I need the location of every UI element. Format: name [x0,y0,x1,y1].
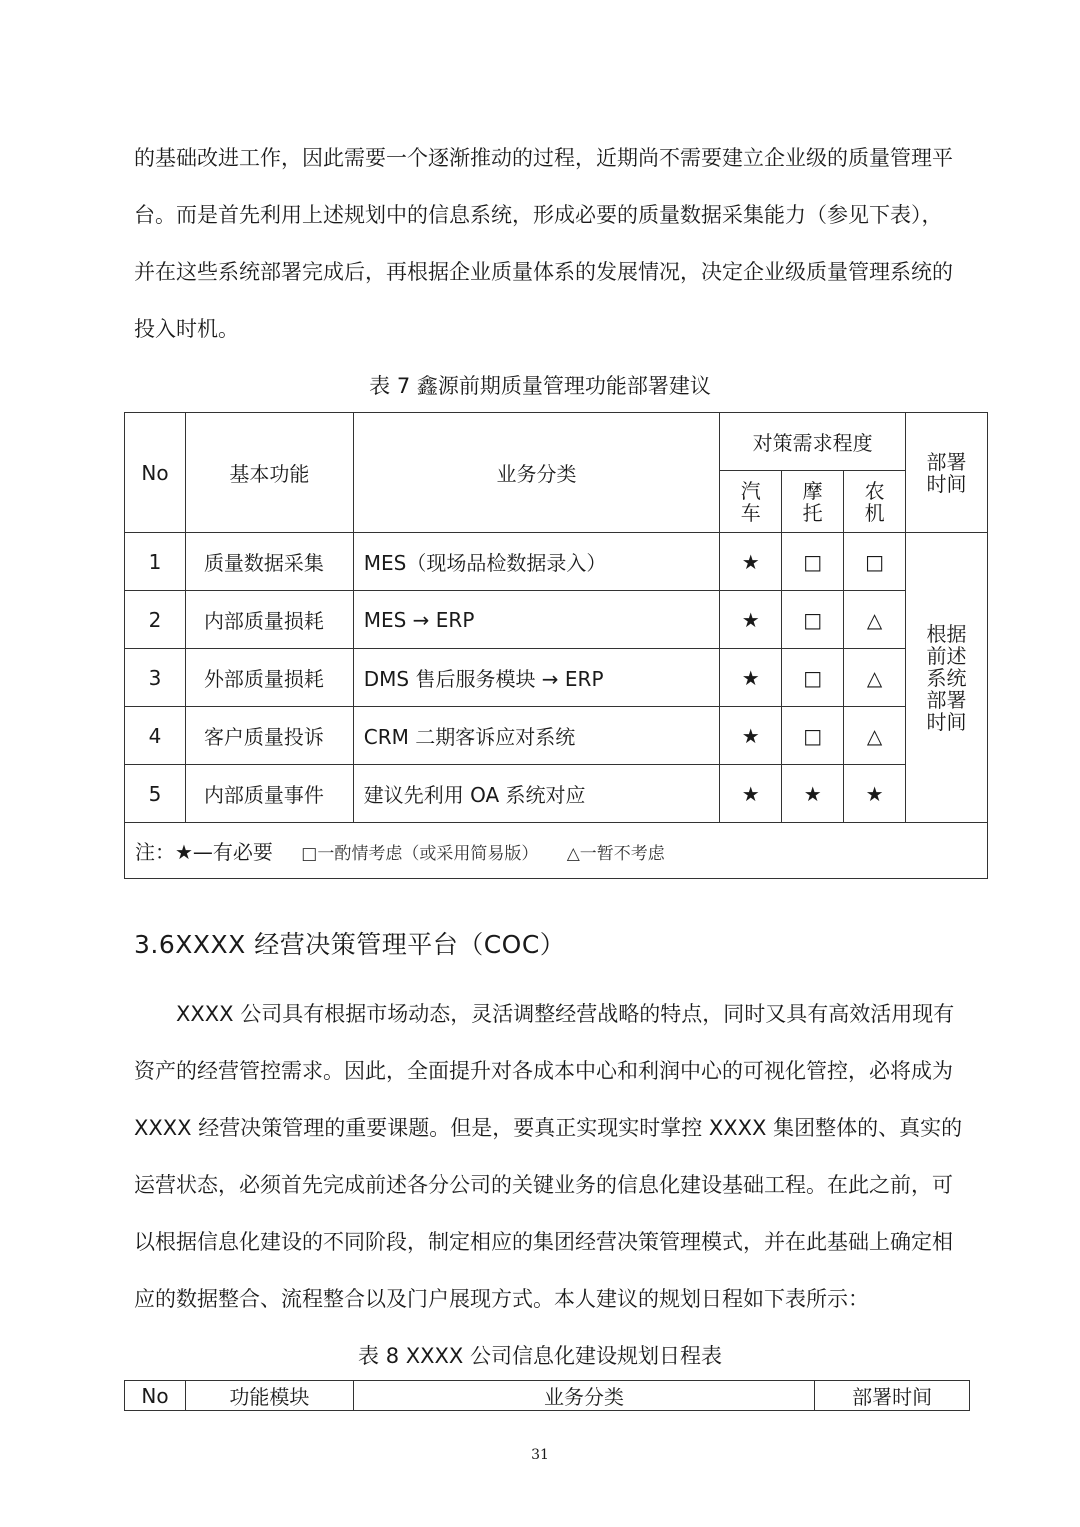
text-line: 运营状态，必须首先完成前述各分公司的关键业务的信息化建设基础工程。在此之前，可 [134,1173,953,1197]
cell-agri: △ [844,591,906,649]
cell-agri: △ [844,707,906,765]
cell-car: ★ [720,707,782,765]
header-function: 基本功能 [185,413,353,533]
header-agri [844,471,906,533]
cell-no: 3 [125,649,186,707]
text-line: 资产的经营管控需求。因此，全面提升对各成本中心和利润中心的可视化管控，必将成为 [134,1059,953,1083]
deploy-note-line: 前述 [926,643,967,668]
text-line: 以根据信息化建设的不同阶段，制定相应的集团经营决策管理模式，并在此基础上确定相 [134,1230,953,1254]
cell-no: 2 [125,591,186,649]
text-line: XXXX 公司具有根据市场动态，灵活调整经营战略的特点，同时又具有高效活用现有 [176,1002,955,1026]
header-moto-char: 托 [802,500,823,525]
text-line: 投入时机。 [134,317,239,341]
deploy-note-line: 系统 [926,665,967,690]
header-deploy: 部署时间 [815,1381,970,1411]
cell-function: 内部质量事件 [185,765,353,823]
cell-moto: □ [782,707,844,765]
header-moto-char: 摩 [802,478,823,503]
note-sub-optional: □一酌情考虑（或采用简易版） [301,844,539,864]
cell-car: ★ [720,591,782,649]
deploy-note-line: 时间 [926,709,967,734]
header-car-char: 车 [740,500,761,525]
text-line: 应的数据整合、流程整合以及门户展现方式。本人建议的规划日程如下表所示： [134,1287,869,1311]
header-no: No [125,413,186,533]
header-business: 业务分类 [353,1381,814,1411]
cell-function: 客户质量投诉 [185,707,353,765]
header-car-char: 汽 [740,478,761,503]
cell-no: 1 [125,533,186,591]
intro-paragraph [134,130,980,358]
page-number: 31 [531,1447,549,1463]
cell-agri: □ [844,533,906,591]
cell-car: ★ [720,649,782,707]
deploy-note-line: 根据 [926,621,967,646]
table-row [125,707,988,765]
text-line: 台。而是首先利用上述规划中的信息系统，形成必要的质量数据采集能力（参见下表）， [134,203,943,227]
cell-car: ★ [720,765,782,823]
deploy-note-line: 部署 [926,687,967,712]
header-no: No [125,1381,186,1411]
text-line: 并在这些系统部署完成后，再根据企业质量体系的发展情况，决定企业级质量管理系统的 [134,260,953,284]
note-main: 注：★—有必要 [135,840,273,864]
section-paragraph [134,986,980,1328]
header-deploy [906,413,988,533]
cell-agri: △ [844,649,906,707]
note-sub-skip: △一暂不考虑 [566,844,665,864]
section-heading: 3.6XXXX 经营决策管理平台（COC） [134,930,566,959]
header-agri-char: 机 [864,500,885,525]
header-agri-char: 农 [864,478,885,503]
header-demand: 对策需求程度 [720,413,906,471]
table-row [125,649,988,707]
cell-business: CRM 二期客诉应对系统 [353,707,720,765]
cell-no: 4 [125,707,186,765]
text-line: 的基础改进工作，因此需要一个逐渐推动的过程，近期尚不需要建立企业级的质量管理平 [134,146,953,170]
table8-caption: 表 8 XXXX 公司信息化建设规划日程表 [358,1344,722,1368]
cell-function: 质量数据采集 [185,533,353,591]
header-moto [782,471,844,533]
cell-car: ★ [720,533,782,591]
cell-moto: □ [782,591,844,649]
cell-no: 5 [125,765,186,823]
cell-business: MES → ERP [353,591,720,649]
cell-moto: □ [782,649,844,707]
cell-business: DMS 售后服务模块 → ERP [353,649,720,707]
table7-caption: 表 7 鑫源前期质量管理功能部署建议 [369,374,711,398]
header-deploy-line: 时间 [926,471,967,496]
cell-function: 外部质量损耗 [185,649,353,707]
header-car [720,471,782,533]
table-row [125,591,988,649]
cell-moto: □ [782,533,844,591]
table-row [125,533,988,591]
table8 [124,1380,970,1411]
cell-deploy-note [906,533,988,823]
table-row [125,765,988,823]
cell-business: 建议先利用 OA 系统对应 [353,765,720,823]
cell-function: 内部质量损耗 [185,591,353,649]
cell-moto: ★ [782,765,844,823]
cell-agri: ★ [844,765,906,823]
header-module: 功能模块 [185,1381,353,1411]
table7 [124,412,988,879]
header-deploy-line: 部署 [926,449,967,474]
cell-business: MES（现场品检数据录入） [353,533,720,591]
table7-note [125,823,988,879]
text-line: XXXX 经营决策管理的重要课题。但是，要真正实现实时掌控 XXXX 集团整体的、真实的 [134,1116,963,1140]
header-business: 业务分类 [353,413,720,533]
